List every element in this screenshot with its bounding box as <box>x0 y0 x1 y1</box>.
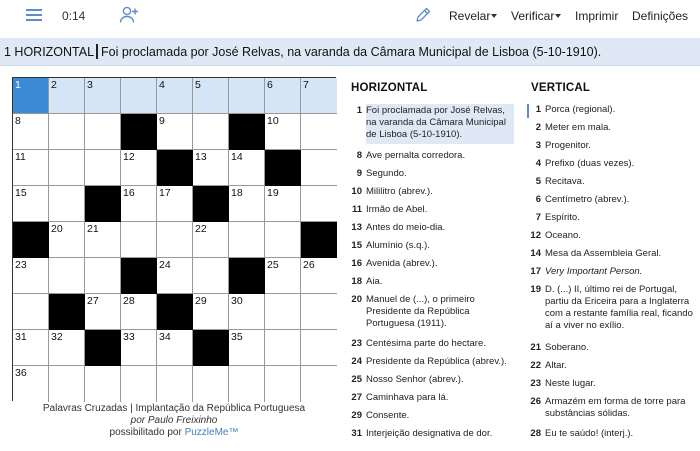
grid-cell[interactable] <box>229 222 265 258</box>
clue-text: Soberano. <box>545 342 589 353</box>
grid-cell[interactable] <box>229 78 265 114</box>
grid-cell[interactable] <box>301 78 337 114</box>
clue-text: Consente. <box>366 410 410 421</box>
across-clue-item[interactable] <box>351 222 514 234</box>
grid-cell[interactable] <box>121 366 157 402</box>
clue-text: Centésima parte do hectare. <box>366 338 486 349</box>
grid-cell[interactable] <box>301 330 337 366</box>
grid-cell[interactable] <box>229 294 265 330</box>
grid-cell[interactable] <box>13 258 49 294</box>
clue-number: 1 <box>535 104 541 115</box>
grid-cell[interactable] <box>13 186 49 222</box>
black-square <box>121 114 157 150</box>
grid-cell[interactable] <box>229 330 265 366</box>
clue-number: 22 <box>530 360 541 371</box>
clue-number: 14 <box>530 248 541 259</box>
grid-cell[interactable] <box>193 294 229 330</box>
grid-cell[interactable] <box>229 366 265 402</box>
down-clue-item[interactable] <box>530 284 693 332</box>
clue-number: 27 <box>351 392 362 403</box>
grid-cell[interactable] <box>193 366 229 402</box>
grid-cell[interactable] <box>157 186 193 222</box>
grid-cell[interactable] <box>85 78 121 114</box>
down-heading: VERTICAL <box>531 82 591 94</box>
cell-number: 4 <box>159 79 165 91</box>
cell-number: 27 <box>87 295 99 307</box>
cell-number: 20 <box>51 223 63 235</box>
black-square <box>229 258 265 294</box>
grid-cell[interactable] <box>301 366 337 402</box>
black-square <box>301 222 337 258</box>
grid-cell[interactable] <box>193 258 229 294</box>
clue-number: 7 <box>535 212 541 223</box>
check-menu[interactable] <box>511 9 561 23</box>
cell-number: 2 <box>51 79 57 91</box>
cell-number: 18 <box>231 187 243 199</box>
grid-cell[interactable] <box>85 294 121 330</box>
grid-cell[interactable] <box>265 186 301 222</box>
down-clue-item[interactable] <box>530 230 693 242</box>
down-clue-item[interactable] <box>530 360 693 372</box>
grid-cell[interactable] <box>265 114 301 150</box>
grid-cell[interactable] <box>157 114 193 150</box>
cell-number: 36 <box>15 367 27 379</box>
cell-number: 1 <box>15 79 21 91</box>
cell-number: 8 <box>15 115 21 127</box>
grid-cell[interactable] <box>85 258 121 294</box>
clue-separator <box>96 44 98 59</box>
down-clue-item[interactable] <box>530 248 693 260</box>
black-square <box>85 186 121 222</box>
cell-number: 10 <box>267 115 279 127</box>
hamburger-menu-icon[interactable] <box>26 9 42 22</box>
grid-cell[interactable] <box>85 114 121 150</box>
cell-number: 28 <box>123 295 135 307</box>
clue-number: 23 <box>530 378 541 389</box>
grid-cell[interactable] <box>49 114 85 150</box>
cell-number: 29 <box>195 295 207 307</box>
grid-cell[interactable] <box>49 150 85 186</box>
grid-cell[interactable] <box>229 186 265 222</box>
black-square <box>193 186 229 222</box>
cell-number: 16 <box>123 187 135 199</box>
down-clue-item[interactable] <box>530 342 693 354</box>
cell-number: 32 <box>51 331 63 343</box>
black-square <box>157 150 193 186</box>
grid-cell[interactable] <box>49 366 85 402</box>
down-clue-item[interactable] <box>530 378 693 390</box>
across-heading: HORIZONTAL <box>351 82 428 94</box>
down-active-marker <box>527 104 529 118</box>
grid-cell[interactable] <box>85 366 121 402</box>
cell-number: 11 <box>15 151 26 163</box>
clue-text: Segundo. <box>366 168 407 179</box>
timer: 0:14 <box>62 9 86 23</box>
clue-text: Very Important Person. <box>545 266 643 277</box>
clue-number: 18 <box>351 276 362 287</box>
across-clue-item[interactable] <box>351 392 514 404</box>
add-user-icon[interactable] <box>119 6 139 29</box>
clue-text: Caminhava para lá. <box>366 392 449 403</box>
cell-number: 3 <box>87 79 93 91</box>
across-clue-item[interactable] <box>351 294 514 330</box>
cell-number: 25 <box>267 259 279 271</box>
grid-cell[interactable] <box>13 294 49 330</box>
clue-number: 28 <box>530 428 541 439</box>
down-clue-item[interactable] <box>535 212 693 224</box>
across-clue-item[interactable] <box>356 168 514 180</box>
down-clue-item[interactable] <box>535 194 693 206</box>
clue-text: Prefixo (duas vezes). <box>545 158 635 169</box>
clue-text: Mililitro (abrev.). <box>366 186 433 197</box>
clue-number: 24 <box>351 356 362 367</box>
crossword-grid <box>12 77 336 401</box>
grid-cell[interactable] <box>121 186 157 222</box>
down-clue-item[interactable] <box>535 140 693 152</box>
cell-number: 6 <box>267 79 273 91</box>
top-toolbar <box>0 0 700 32</box>
grid-cell[interactable] <box>193 222 229 258</box>
grid-cell[interactable] <box>49 258 85 294</box>
grid-cell[interactable] <box>265 294 301 330</box>
clue-number: 5 <box>535 176 541 187</box>
clue-text: Altar. <box>545 360 567 371</box>
print-button[interactable]: Imprimir <box>575 9 619 23</box>
clue-number: 2 <box>535 122 541 133</box>
grid-cell[interactable] <box>301 114 337 150</box>
clue-number: 17 <box>530 266 541 277</box>
puzzle-caption <box>12 403 336 439</box>
black-square <box>157 294 193 330</box>
pencil-icon[interactable] <box>414 6 432 29</box>
powered-by <box>12 427 336 439</box>
across-clue-item[interactable] <box>351 410 514 422</box>
grid-cell[interactable] <box>265 78 301 114</box>
cell-number: 22 <box>195 223 207 235</box>
grid-cell[interactable] <box>13 114 49 150</box>
grid-cell[interactable] <box>193 114 229 150</box>
down-clue-item[interactable] <box>535 104 693 116</box>
grid-cell[interactable] <box>49 222 85 258</box>
chevron-down-icon <box>491 14 497 18</box>
black-square <box>229 114 265 150</box>
across-clue-item[interactable] <box>351 374 514 386</box>
cell-number: 15 <box>15 187 27 199</box>
grid-cell[interactable] <box>157 222 193 258</box>
grid-cell[interactable] <box>229 150 265 186</box>
clue-number: 6 <box>535 194 541 205</box>
down-clue-item[interactable] <box>530 396 693 420</box>
clue-text: Avenida (abrev.). <box>366 258 438 269</box>
grid-cell[interactable] <box>301 186 337 222</box>
grid-cell[interactable] <box>157 78 193 114</box>
clue-number: 9 <box>356 168 362 179</box>
cell-number: 12 <box>123 151 135 163</box>
grid-cell[interactable] <box>157 366 193 402</box>
grid-cell[interactable] <box>13 78 49 114</box>
cell-number: 34 <box>159 331 171 343</box>
grid-cell[interactable] <box>121 150 157 186</box>
grid-cell[interactable] <box>49 186 85 222</box>
down-clue-item[interactable] <box>535 158 693 170</box>
cell-number: 33 <box>123 331 135 343</box>
clue-text: Antes do meio-dia. <box>366 222 446 233</box>
grid-cell[interactable] <box>193 78 229 114</box>
across-clue-item[interactable] <box>351 186 514 198</box>
cell-number: 19 <box>267 187 279 199</box>
clue-number: 1 <box>356 105 362 116</box>
clue-number: 29 <box>351 410 362 421</box>
clue-number: 12 <box>530 230 541 241</box>
cell-number: 30 <box>231 295 243 307</box>
clue-text: Irmão de Abel. <box>366 204 428 215</box>
clue-number: 23 <box>351 338 362 349</box>
settings-button[interactable]: Definições <box>632 9 689 23</box>
clue-number: 16 <box>351 258 362 269</box>
active-clue-text: Foi proclamada por José Relvas, na varanda da Câmara Municipal de Lisboa (5-10-1910). <box>101 45 602 59</box>
across-clue-item[interactable] <box>356 104 514 144</box>
across-clue-item[interactable] <box>351 204 514 216</box>
grid-cell[interactable] <box>49 330 85 366</box>
across-clue-item[interactable] <box>351 258 514 270</box>
clue-text: Mesa da Assembleia Geral. <box>545 248 662 259</box>
grid-cell[interactable] <box>193 150 229 186</box>
black-square <box>193 330 229 366</box>
cell-number: 14 <box>231 151 243 163</box>
puzzle-author: por Paulo Freixinho <box>130 415 218 426</box>
clue-text: Presidente da República (abrev.). <box>366 356 507 367</box>
across-clue-item[interactable] <box>356 150 514 162</box>
grid-cell[interactable] <box>121 330 157 366</box>
across-clue-item[interactable] <box>351 276 514 288</box>
grid-cell[interactable] <box>157 258 193 294</box>
reveal-label: Revelar <box>449 9 491 23</box>
clue-number: 25 <box>351 374 362 385</box>
cell-number: 9 <box>159 115 165 127</box>
cell-number: 26 <box>303 259 315 271</box>
clue-text: Porca (regional). <box>545 104 616 115</box>
clue-number: 20 <box>351 294 362 305</box>
check-label: Verificar <box>511 9 555 23</box>
cell-number: 21 <box>87 223 99 235</box>
cell-number: 7 <box>303 79 309 91</box>
puzzle-title: Palavras Cruzadas | Implantação da República Portuguesa <box>42 403 306 414</box>
active-clue-number: 1 HORIZONTAL <box>4 45 95 59</box>
across-clue-item[interactable] <box>351 240 514 252</box>
clue-text: Recitava. <box>545 176 585 187</box>
clue-text: Espírito. <box>545 212 580 223</box>
powered-prefix: possibilitado por <box>109 427 182 438</box>
clue-text: Centímetro (abrev.). <box>545 194 630 205</box>
grid-cell[interactable] <box>49 78 85 114</box>
grid-cell[interactable] <box>85 222 121 258</box>
clue-text: Alumínio (s.q.). <box>366 240 430 251</box>
grid-cell[interactable] <box>85 150 121 186</box>
across-clue-item[interactable] <box>351 356 514 368</box>
clue-number: 26 <box>530 396 541 407</box>
black-square <box>85 330 121 366</box>
clue-number: 21 <box>530 342 541 353</box>
clue-number: 8 <box>356 150 362 161</box>
cell-number: 13 <box>195 151 207 163</box>
down-clue-item[interactable] <box>535 122 693 134</box>
grid-cell[interactable] <box>121 78 157 114</box>
clue-text: Interjeição designativa de dor. <box>366 428 493 439</box>
clue-number: 31 <box>351 428 362 439</box>
clue-number: 19 <box>530 284 541 295</box>
black-square <box>121 258 157 294</box>
grid-cell[interactable] <box>13 330 49 366</box>
grid-cell[interactable] <box>121 294 157 330</box>
clue-number: 13 <box>351 222 362 233</box>
active-clue-bar <box>0 38 700 66</box>
clue-text: Meter em mala. <box>545 122 611 133</box>
down-clue-item[interactable] <box>530 428 693 440</box>
down-clue-item[interactable] <box>535 176 693 188</box>
grid-cell[interactable] <box>13 150 49 186</box>
black-square <box>265 150 301 186</box>
clue-text: Progenitor. <box>545 140 591 151</box>
grid-cell[interactable] <box>265 366 301 402</box>
chevron-down-icon <box>555 14 561 18</box>
across-clue-item[interactable] <box>351 338 514 350</box>
clue-text: Manuel de (...), o primeiro Presidente da República Portuguesa (1911). <box>366 294 475 329</box>
clue-text: Oceano. <box>545 230 581 241</box>
grid-cell[interactable] <box>265 258 301 294</box>
grid-cell[interactable] <box>301 150 337 186</box>
clue-number: 10 <box>351 186 362 197</box>
grid-cell[interactable] <box>265 330 301 366</box>
cell-number: 24 <box>159 259 171 271</box>
cell-number: 5 <box>195 79 201 91</box>
grid-cell[interactable] <box>301 258 337 294</box>
grid-cell[interactable] <box>13 366 49 402</box>
black-square <box>49 294 85 330</box>
clue-number: 4 <box>535 158 541 169</box>
grid-cell[interactable] <box>157 330 193 366</box>
clue-text: Aia. <box>366 276 383 287</box>
clue-text: Ave pernalta corredora. <box>366 150 466 161</box>
cell-number: 23 <box>15 259 27 271</box>
clue-text: Nosso Senhor (abrev.). <box>366 374 464 385</box>
clue-number: 15 <box>351 240 362 251</box>
cell-number: 31 <box>15 331 27 343</box>
clue-text: D. (...) II, último rei de Portugal, partiu da Ericeira para a Inglaterra com a restante família real, ficando aí a viver no exílio. <box>545 284 693 331</box>
grid-cell[interactable] <box>301 294 337 330</box>
cell-number: 35 <box>231 331 243 343</box>
brand-link[interactable]: PuzzleMe™ <box>184 427 239 438</box>
clue-text: Eu te saúdo! (interj.). <box>545 428 634 439</box>
clue-text: Foi proclamada por José Relvas, na varanda da Câmara Municipal de Lisboa (5-10-1910). <box>366 105 506 140</box>
clue-text: Neste lugar. <box>545 378 596 389</box>
across-clue-item[interactable] <box>351 428 514 440</box>
reveal-menu[interactable] <box>449 9 497 23</box>
cell-number: 17 <box>159 187 171 199</box>
grid-cell[interactable] <box>121 222 157 258</box>
clue-text: Armazém em forma de torre para substâncias sólidas. <box>545 396 686 419</box>
black-square <box>13 222 49 258</box>
grid-cell[interactable] <box>265 222 301 258</box>
clue-number: 11 <box>351 204 362 215</box>
clue-number: 3 <box>535 140 541 151</box>
down-clue-item[interactable] <box>530 266 693 278</box>
